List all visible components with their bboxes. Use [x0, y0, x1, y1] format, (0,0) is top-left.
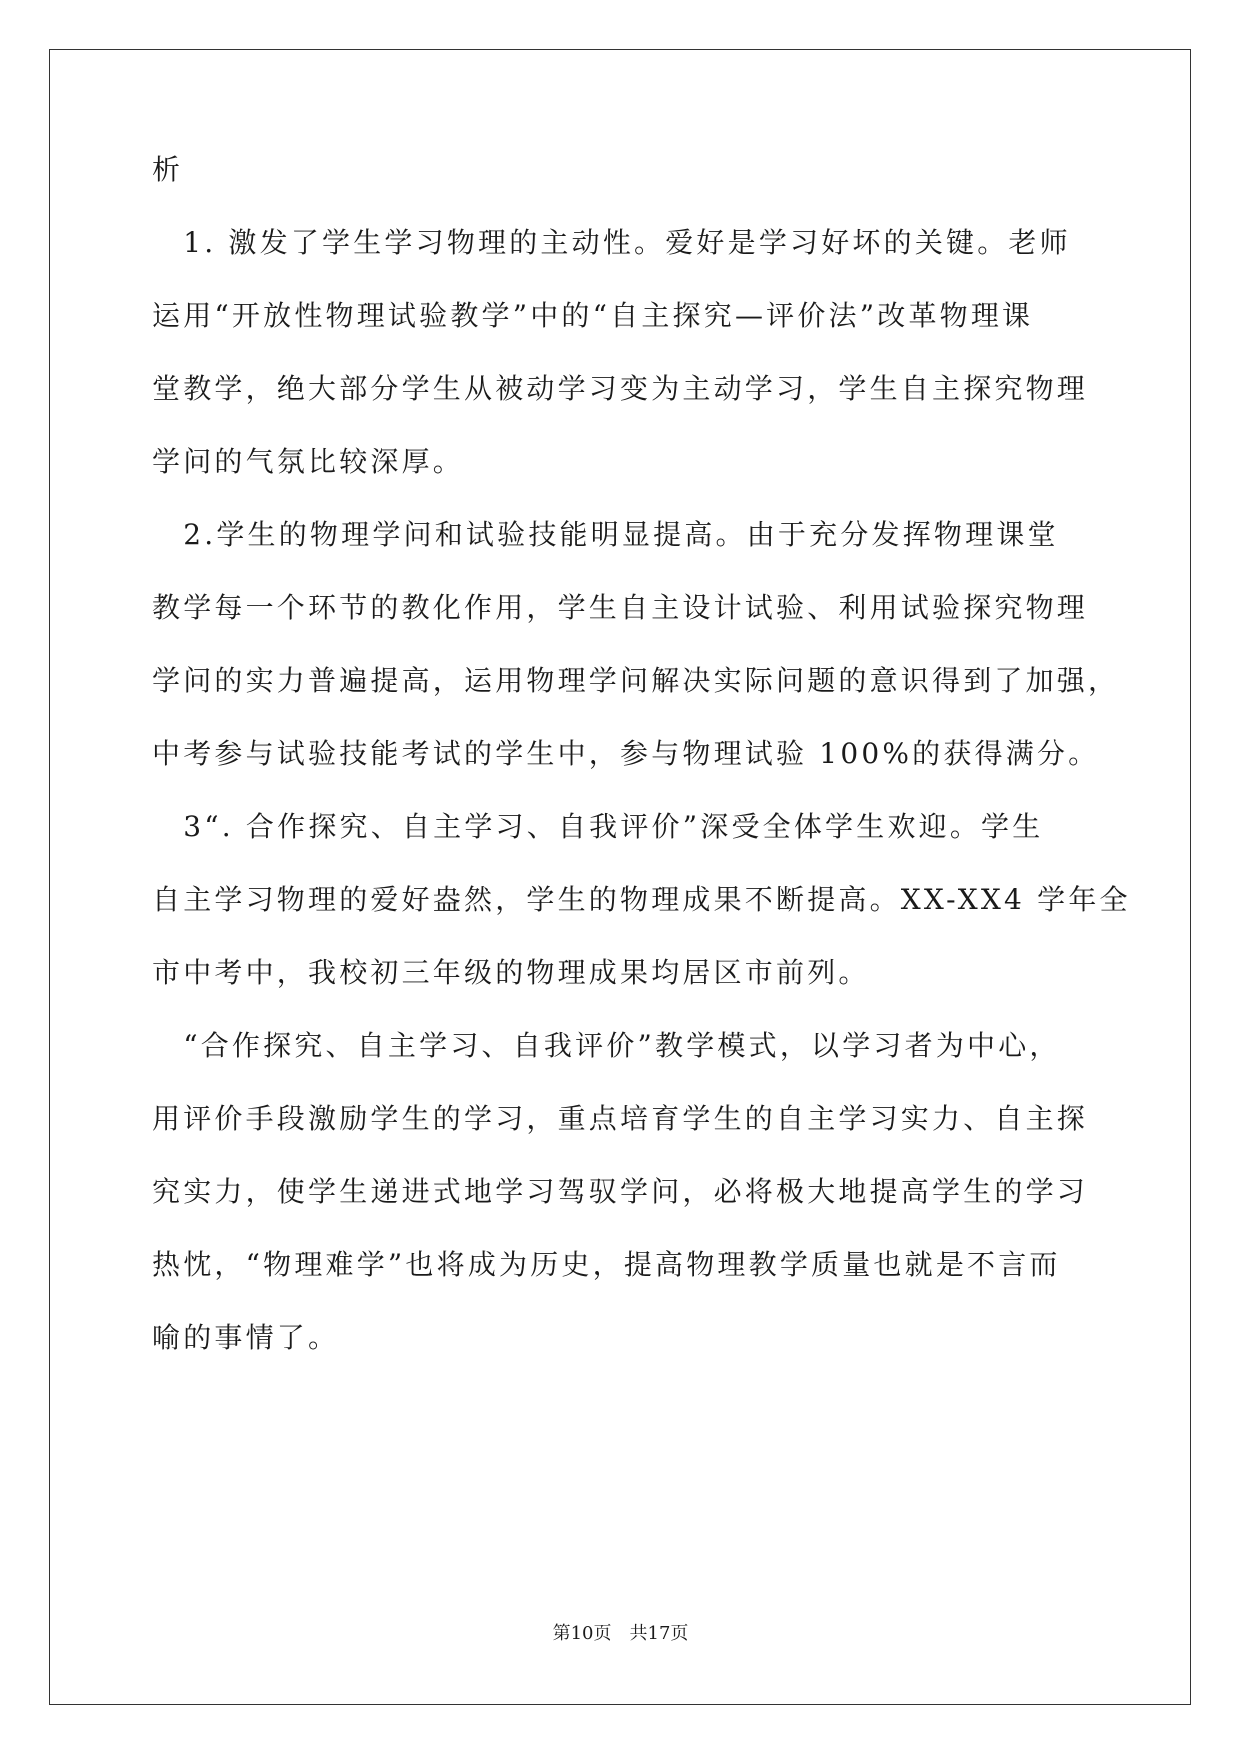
text-line: 3“. 合作探究、自主学习、自我评价”深受全体学生欢迎。学生	[152, 810, 1044, 843]
text-line: 市中考中，我校初三年级的物理成果均居区市前列。	[152, 956, 870, 989]
text-line: 用评价手段激励学生的学习，重点培育学生的自主学习实力、自主探	[152, 1102, 1089, 1135]
page-number: 第10页 共17页	[552, 1623, 689, 1644]
text-line: 学问的实力普遍提高，运用物理学问解决实际问题的意识得到了加强，	[152, 664, 1120, 697]
text-line: 2.学生的物理学问和试验技能明显提高。由于充分发挥物理课堂	[152, 518, 1059, 551]
text-line: 堂教学，绝大部分学生从被动学习变为主动学习，学生自主探究物理	[152, 372, 1089, 405]
text-line: 热忱，“物理难学”也将成为历史，提高物理教学质量也就是不言而	[152, 1248, 1061, 1281]
text-line: 究实力，使学生递进式地学习驾驭学问，必将极大地提高学生的学习	[152, 1175, 1089, 1208]
text-line: 中考参与试验技能考试的学生中，参与物理试验 100%的获得满分。	[152, 737, 1100, 770]
text-line: 教学每一个环节的教化作用，学生自主设计试验、利用试验探究物理	[152, 591, 1089, 624]
text-line: 1. 激发了学生学习物理的主动性。爱好是学习好坏的关键。老师	[152, 226, 1071, 259]
text-line: 自主学习物理的爱好盎然，学生的物理成果不断提高。XX-XX4 学年全	[152, 883, 1131, 916]
text-line: 喻的事情了。	[152, 1321, 340, 1354]
text-line: “合作探究、自主学习、自我评价”教学模式，以学习者为中心，	[152, 1029, 1061, 1062]
text-line: 析	[152, 153, 184, 186]
text-line: 运用“开放性物理试验教学”中的“自主探究—评价法”改革物理课	[152, 299, 1034, 332]
text-line: 学问的气氛比较深厚。	[152, 445, 465, 478]
